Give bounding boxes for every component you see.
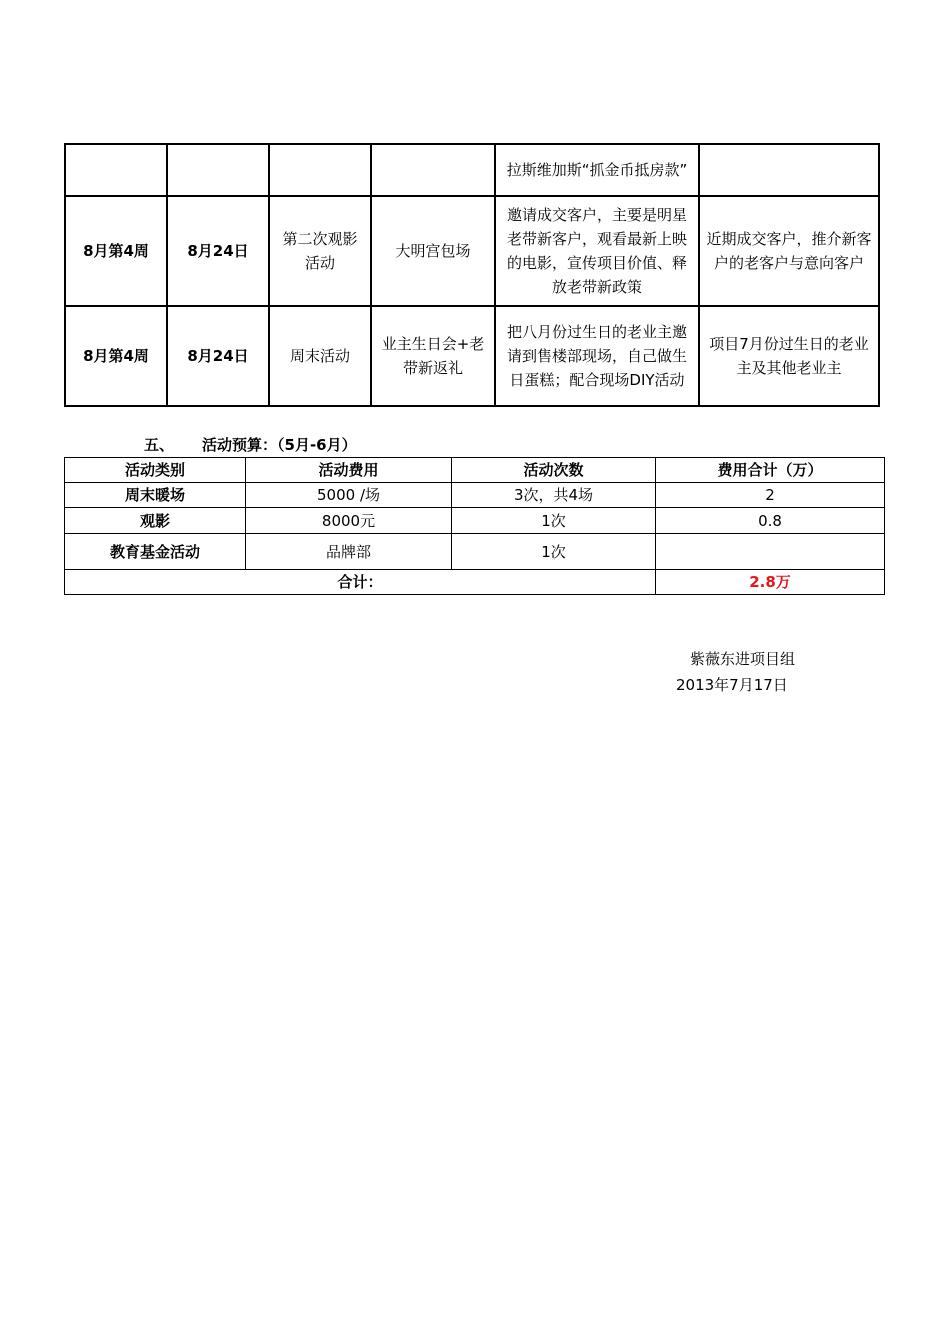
total-label: 合计：	[65, 570, 656, 595]
signature-org: 紫薇东进项目组	[690, 650, 796, 668]
content-cell: 把八月份过生日的老业主邀请到售楼部现场，自己做生日蛋糕；配合现场DIY活动	[495, 306, 699, 406]
category-cell: 周末暖场	[65, 483, 246, 508]
table-row	[65, 196, 879, 306]
subtotal-cell: 2	[656, 483, 885, 508]
date-cell	[167, 144, 269, 196]
count-cell: 1次	[452, 534, 656, 570]
date-cell: 8月24日	[167, 196, 269, 306]
budget-table	[64, 457, 885, 595]
target-cell: 项目7月份过生日的老业主及其他老业主	[699, 306, 879, 406]
table-header-row	[65, 458, 885, 483]
venue-cell: 大明宫包场	[371, 196, 495, 306]
target-cell	[699, 144, 879, 196]
schedule-table	[64, 143, 880, 407]
cost-cell: 品牌部	[246, 534, 452, 570]
cost-cell: 8000元	[246, 508, 452, 534]
cost-cell: 5000 /场	[246, 483, 452, 508]
date-cell: 8月24日	[167, 306, 269, 406]
activity-cell: 第二次观影活动	[269, 196, 371, 306]
column-header: 活动次数	[452, 458, 656, 483]
section-number: 五、	[144, 436, 175, 454]
column-header: 活动费用	[246, 458, 452, 483]
section-title: 活动预算：（5月-6月）	[202, 436, 357, 454]
content-cell: 邀请成交客户，主要是明星老带新客户，观看最新上映的电影，宣传项目价值、释放老带新政策	[495, 196, 699, 306]
category-cell: 观影	[65, 508, 246, 534]
week-cell: 8月第4周	[65, 196, 167, 306]
table-total-row	[65, 570, 885, 595]
venue-cell	[371, 144, 495, 196]
table-row	[65, 144, 879, 196]
table-row	[65, 483, 885, 508]
target-cell: 近期成交客户，推介新客户的老客户与意向客户	[699, 196, 879, 306]
total-value: 2.8万	[656, 570, 885, 595]
category-cell: 教育基金活动	[65, 534, 246, 570]
subtotal-cell	[656, 534, 885, 570]
week-cell: 8月第4周	[65, 306, 167, 406]
table-row	[65, 508, 885, 534]
signature-date: 2013年7月17日	[676, 676, 788, 694]
week-cell	[65, 144, 167, 196]
content-cell: 拉斯维加斯“抓金币抵房款”	[495, 144, 699, 196]
activity-cell	[269, 144, 371, 196]
subtotal-cell: 0.8	[656, 508, 885, 534]
venue-cell: 业主生日会+老带新返礼	[371, 306, 495, 406]
activity-cell: 周末活动	[269, 306, 371, 406]
table-row	[65, 306, 879, 406]
count-cell: 1次	[452, 508, 656, 534]
count-cell: 3次，共4场	[452, 483, 656, 508]
budget-heading	[144, 434, 357, 455]
column-header: 活动类别	[65, 458, 246, 483]
column-header: 费用合计（万）	[656, 458, 885, 483]
table-row	[65, 534, 885, 570]
